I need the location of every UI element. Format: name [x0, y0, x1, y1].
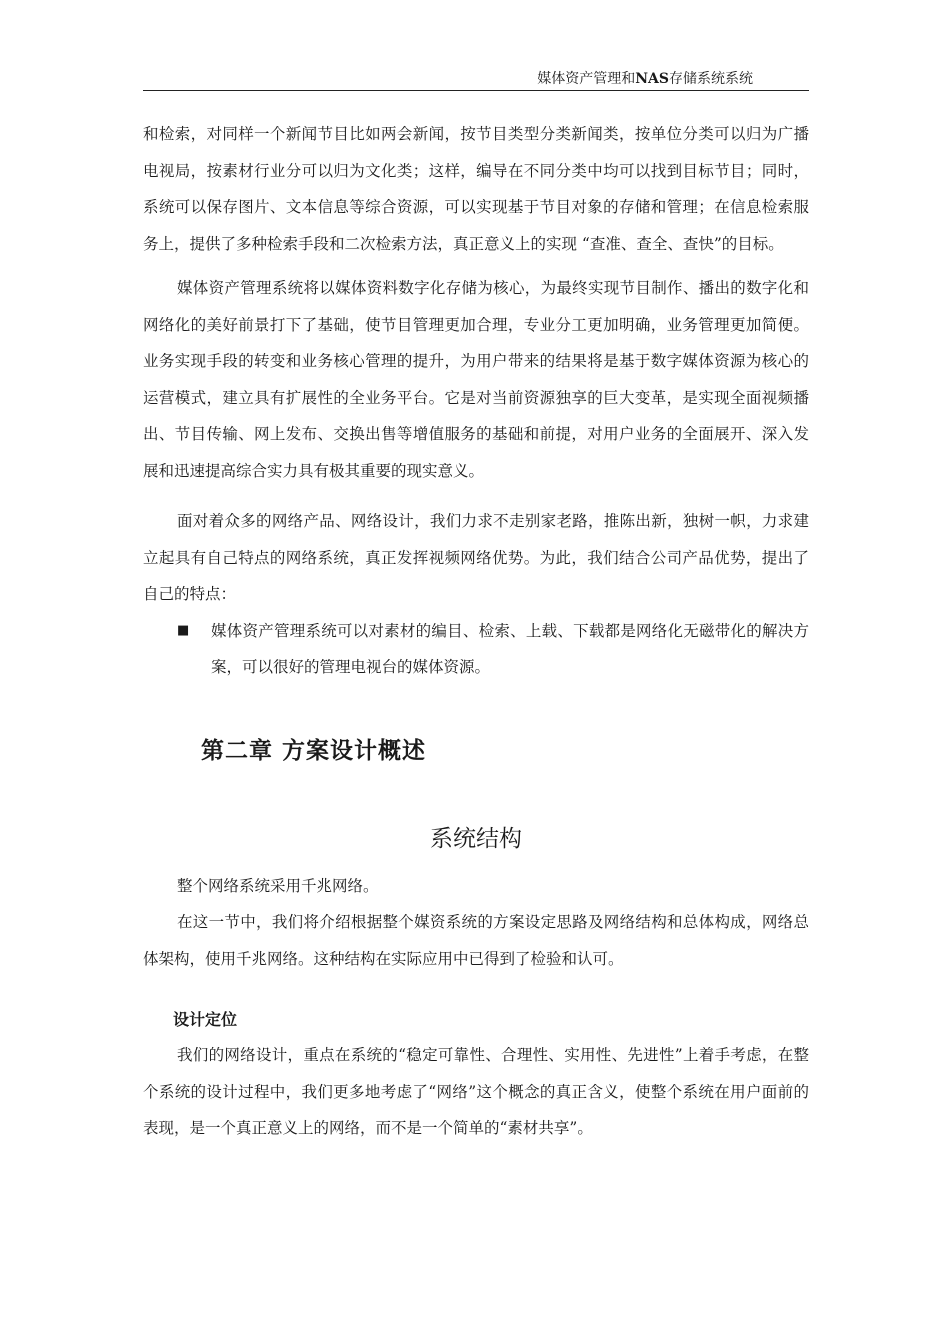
page-header	[143, 70, 809, 91]
section-heading: 系统结构	[430, 825, 522, 852]
paragraph-gigabit: 整个网络系统采用千兆网络。	[177, 876, 379, 895]
header-title-post: 存储系统系统	[669, 71, 753, 87]
filled-square-bullet-icon: ■	[177, 622, 190, 638]
header-title-pre: 媒体资产管理和	[537, 71, 636, 87]
bullet-list-item	[177, 613, 809, 686]
paragraph-media-asset-core: 媒体资产管理系统将以媒体资料数字化存储为核心，为最终实现节目制作、播出的数字化和网络化的美好前景打下了基础，使节目管理更加合理，专业分工更加明确，业务管理更加简便。业务实现手段的转变和业务核心管理的提升，为用户带来的结果将是基于数字媒体资源为核心的运营模式，建立具有扩展性的全业务平台。它是对当前资源独享的巨大变革，是实现全面视频播出、节目传输、网上发布、交换出售等增值服务的基础和前提，对用户业务的全面展开、深入发展和迅速提高综合实力具有极其重要的现实意义。	[143, 279, 809, 480]
header-title-bold: NAS	[635, 71, 669, 87]
header-title	[537, 70, 753, 88]
paragraph-network-features: 面对着众多的网络产品、网络设计，我们力求不走别家老路，推陈出新，独树一帜，力求建立起具有自己特点的网络系统，真正发挥视频网络优势。为此，我们结合公司产品优势，提出了自己的特点：	[143, 512, 809, 603]
paragraph-design-positioning: 我们的网络设计，重点在系统的“稳定可靠性、合理性、实用性、先进性”上着手考虑，在整个系统的设计过程中，我们更多地考虑了“网络”这个概念的真正含义，使整个系统在用户面前的表现，是一个真正意义上的网络，而不是一个简单的“素材共享”。	[143, 1046, 809, 1137]
paragraph-section-intro: 在这一节中，我们将介绍根据整个媒资系统的方案设定思路及网络结构和总体构成，网络总体架构，使用千兆网络。这种结构在实际应用中已得到了检验和认可。	[143, 913, 809, 968]
chapter-heading: 第二章 方案设计概述	[201, 737, 427, 764]
bullet-text: 媒体资产管理系统可以对素材的编目、检索、上载、下载都是网络化无磁带化的解决方案，可以很好的管理电视台的媒体资源。	[211, 621, 809, 676]
paragraph-continuation: 和检索，对同样一个新闻节目比如两会新闻，按节目类型分类新闻类，按单位分类可以归为广播电视局，按素材行业分可以归为文化类；这样，编导在不同分类中均可以找到目标节目；同时，系统可以保存图片、文本信息等综合资源，可以实现基于节目对象的存储和管理；在信息检索服务上，提供了多种检索手段和二次检索方法，真正意义上的实现 “查准、查全、查快”的目标。	[143, 125, 809, 253]
subsection-heading: 设计定位	[173, 1010, 238, 1029]
document-body	[143, 116, 809, 1147]
